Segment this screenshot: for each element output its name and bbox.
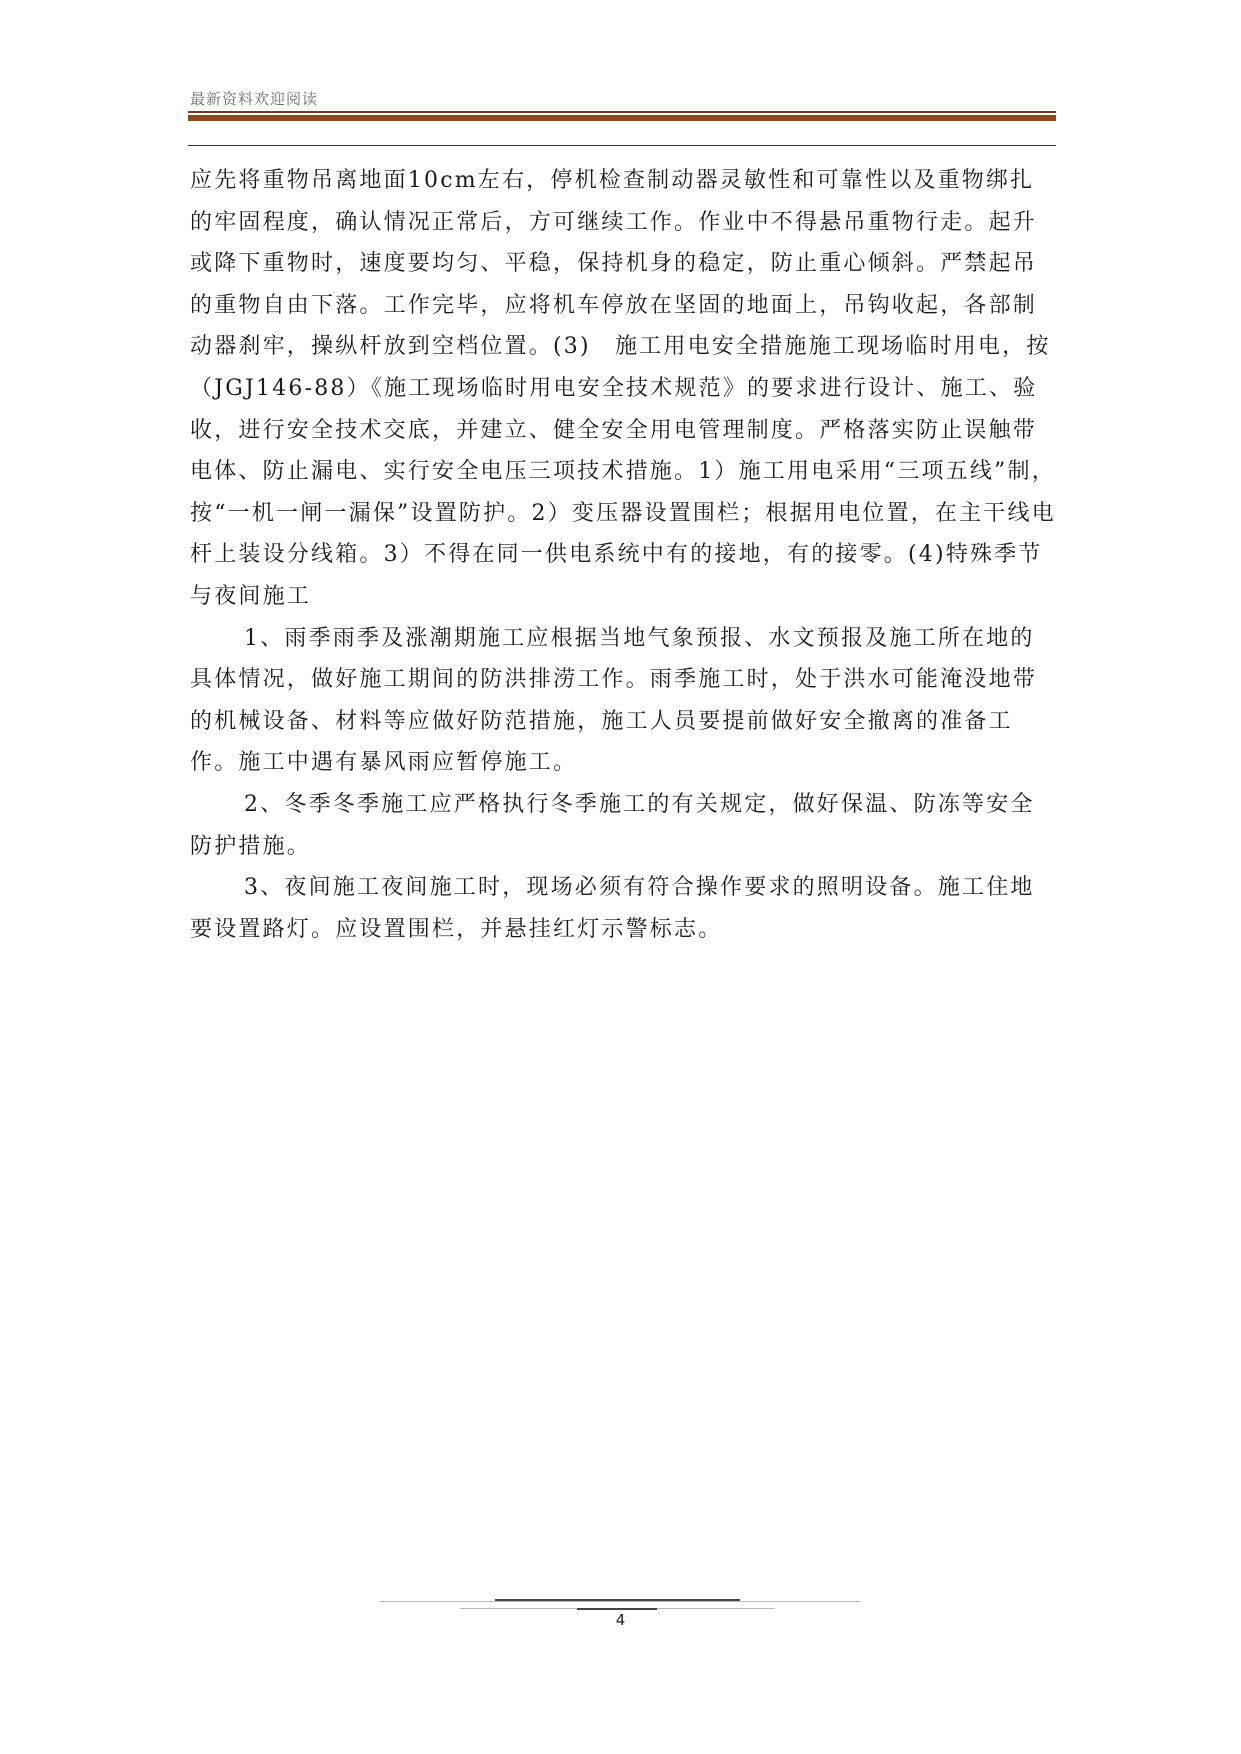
- paragraph-rainy-season: 1、雨季雨季及涨潮期施工应根据当地气象预报、水文预报及施工所在地的具体情况，做好施工期间的防洪排涝工作。雨季施工时，处于洪水可能淹没地带的机械设备、材料等应做好防范措施，施工人员要提前做好安全撤离的准备工作。施工中遇有暴风雨应暂停施工。: [190, 625, 1038, 776]
- page-number: 4: [615, 1611, 626, 1629]
- header-rule-thin: [188, 111, 1056, 113]
- header-rule-black: [188, 145, 1056, 146]
- paragraph-winter: 2、冬季冬季施工应严格执行冬季施工的有关规定，做好保温、防冻等安全防护措施。: [190, 791, 1035, 859]
- header-text: 最新资料欢迎阅读: [190, 90, 319, 108]
- footer-rule-mark: [577, 1608, 657, 1610]
- paragraph-continuation: 应先将重物吊离地面10cm左右，停机检查制动器灵敏性和可靠性以及重物绑扎的牢固程度，确认情况正常后，方可继续工作。作业中不得悬吊重物行走。起升或降下重物时，速度要均匀、平稳，保持机身的稳定，防止重心倾斜。严禁起吊的重物自由下落。工作完毕，应将机车停放在坚固的地面上，吊钩收起，各部制动器刹牢，操纵杆放到空档位置。(3) 施工用电安全措施施工现场临时用电，按（JGJ146-88）《施工现场临时用电安全技术规范》的要求进行设计、施工、验收，进行安全技术交底，并建立、健全安全用电管理制度。严格落实防止误触带电体、防止漏电、实行安全电压三项技术措施。1）施工用电采用“三项五线”制，按“一机一闸一漏保”设置防护。2）变压器设置围栏；根据用电位置，在主干线电杆上装设分线箱。3）不得在同一供电系统中有的接地，有的接零。(4)特殊季节与夜间施工: [190, 168, 1056, 609]
- footer-rule-outer: [380, 1601, 860, 1602]
- paragraph-night-work: 3、夜间施工夜间施工时，现场必须有符合操作要求的照明设备。施工住地要设置路灯。应设置围栏，并悬挂红灯示警标志。: [190, 875, 1035, 942]
- header-rule-thick: [188, 115, 1056, 121]
- footer-rule-dark: [495, 1599, 740, 1601]
- document-body: [190, 160, 1058, 950]
